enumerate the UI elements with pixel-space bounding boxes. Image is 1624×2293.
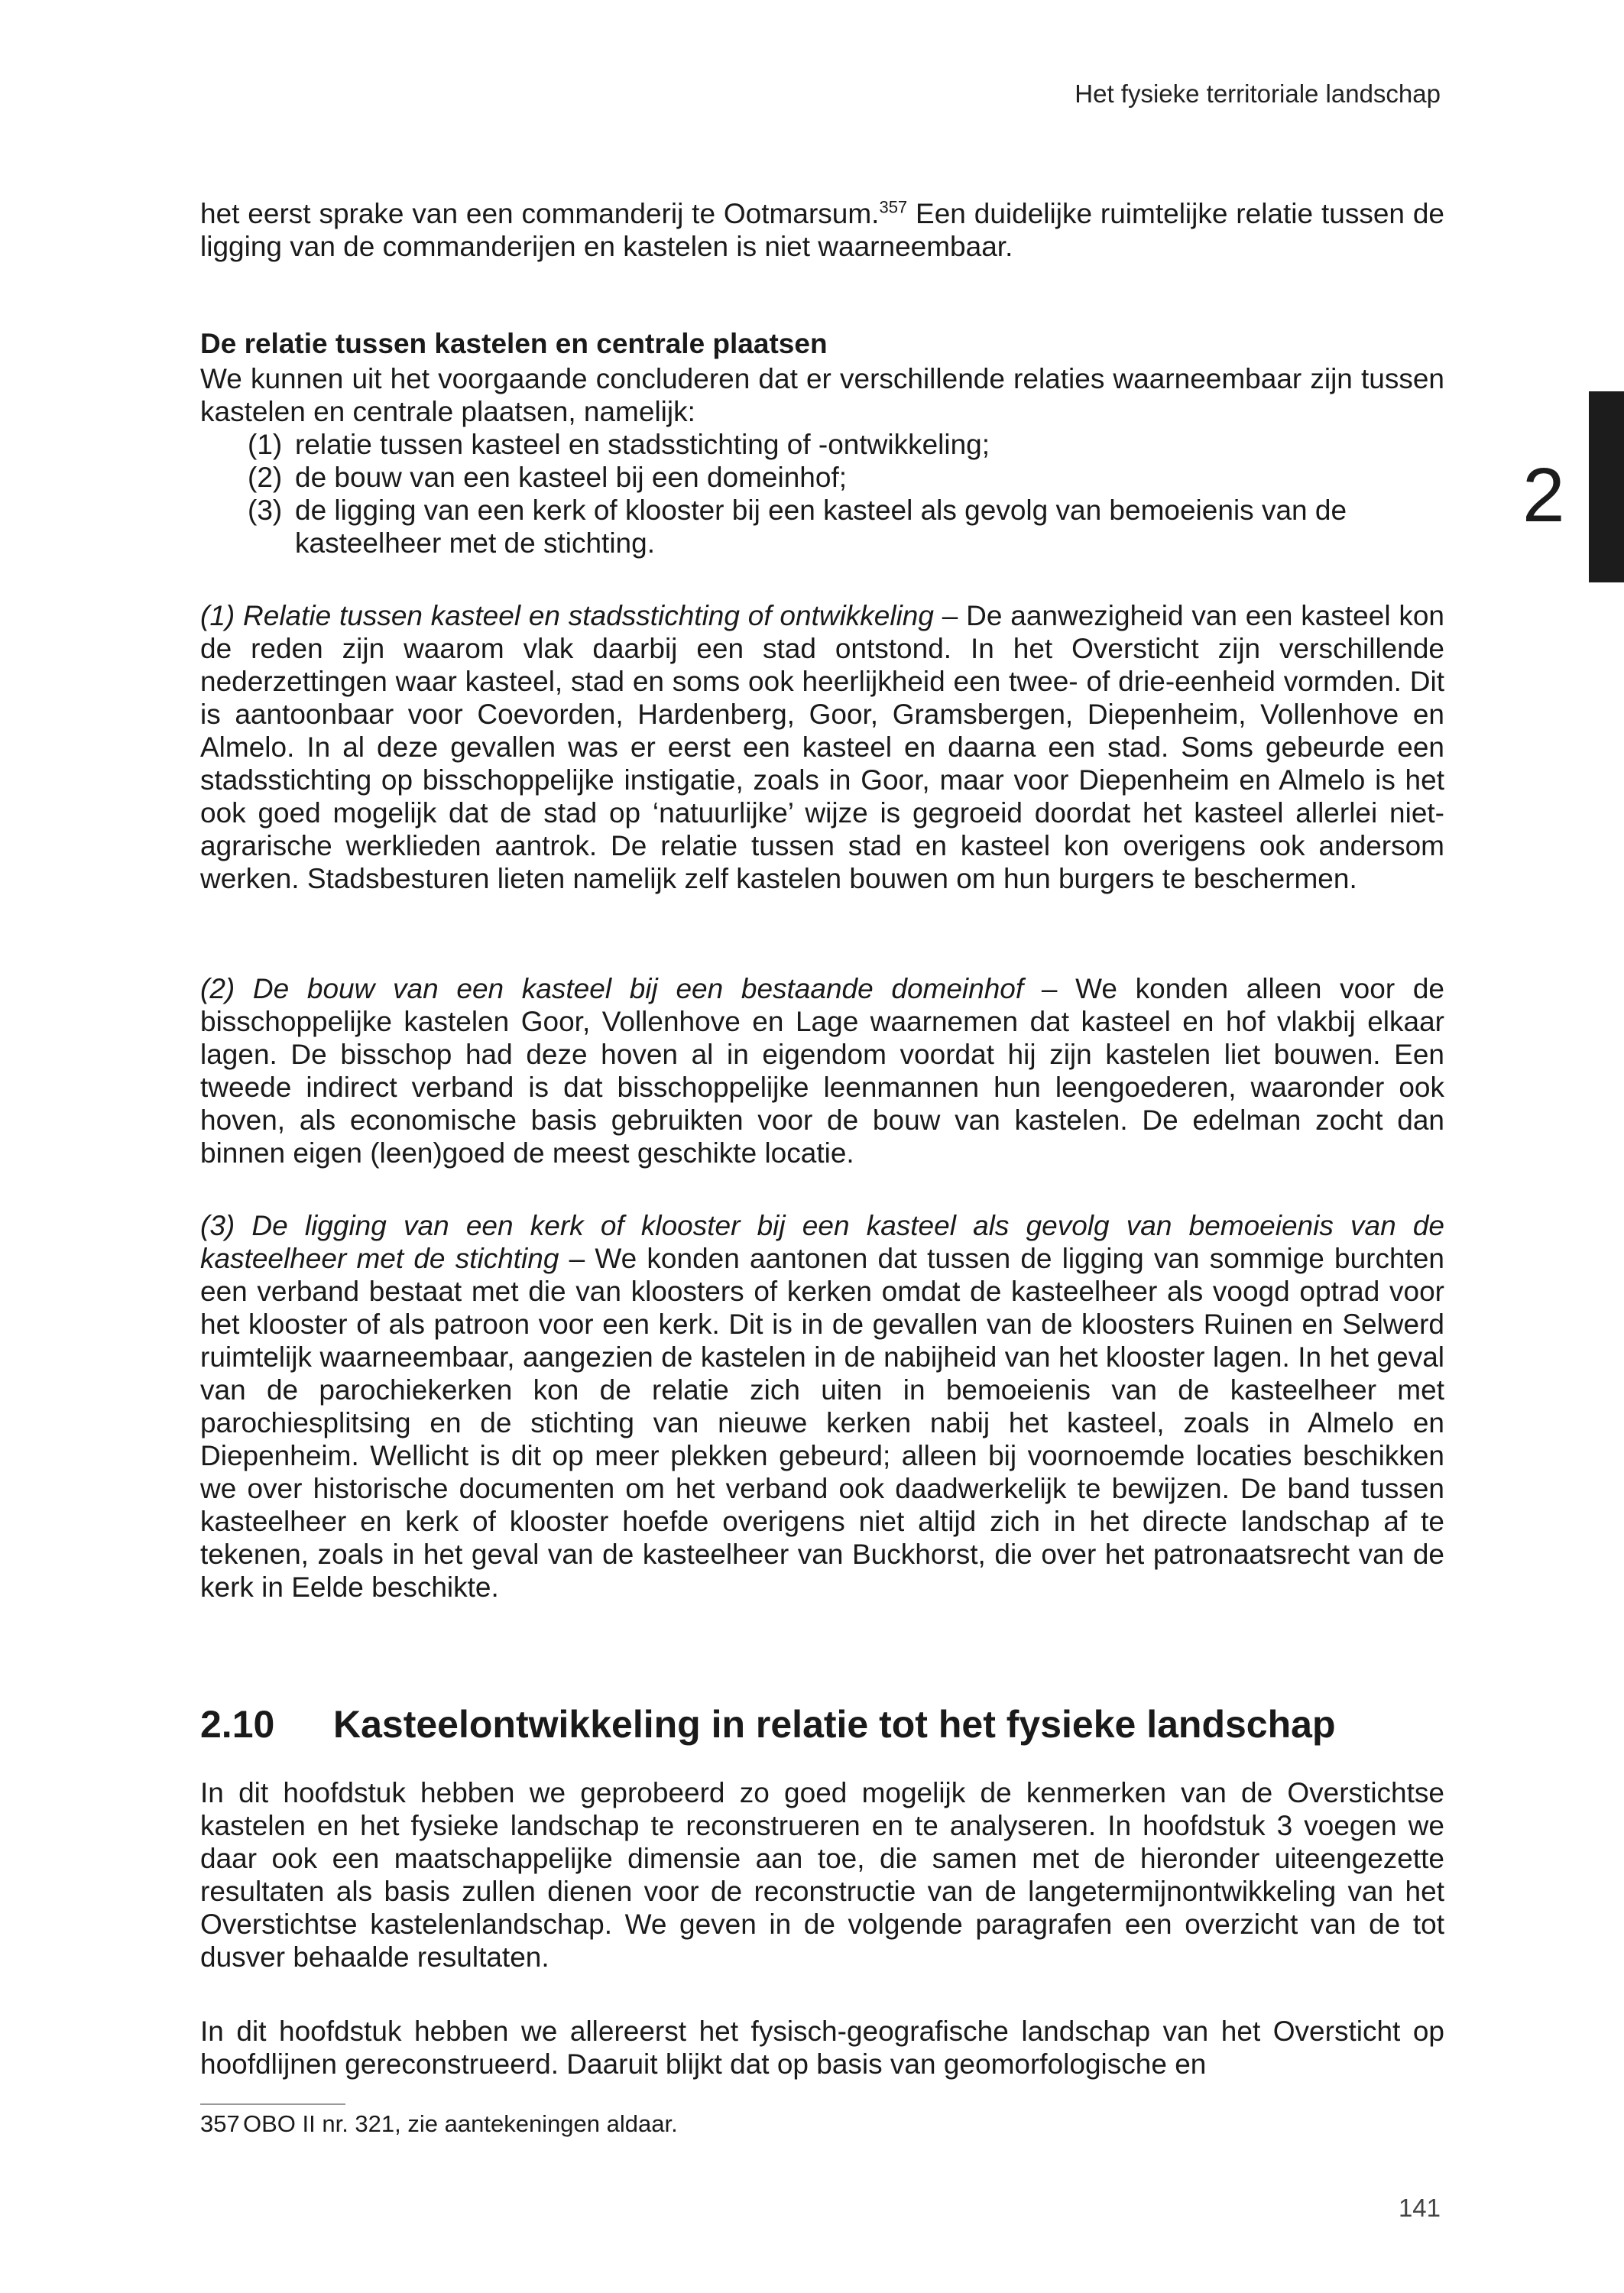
list-item-text: relatie tussen kasteel en stadsstichting of -ontwikkeling; <box>295 429 990 460</box>
footnote-divider <box>200 2103 345 2105</box>
intro-paragraph <box>200 197 1444 263</box>
paragraph-body: – We konden alleen voor de bisschoppelijke kastelen Goor, Vollenhove en Lage waarnemen dat kasteel en hof vlakbij elkaar lagen. De bisschop had deze hoven al in eigendom voordat hij zijn kastelen liet bouwen. Een tweede indirect verband is dat bisschoppelijke leenmannen hun leengoederen, waaronder ook hoven, als economische basis gebruikten voor de bouw van kastelen. De edelman zocht dan binnen eigen (leen)goed de meest geschikte locatie. <box>200 973 1444 1169</box>
section-title: Kasteelontwikkeling in relatie tot het fysieke landschap <box>333 1703 1336 1746</box>
chapter-number: 2 <box>1522 452 1565 538</box>
list-item-text: de bouw van een kasteel bij een domeinhof; <box>295 462 848 493</box>
paragraph-lead: (1) Relatie tussen kasteel en stadsstichting of ontwikkeling <box>200 600 934 631</box>
running-head: Het fysieke territoriale landschap <box>1075 79 1441 108</box>
relations-paragraph: We kunnen uit het voorgaande concluderen dat er verschillende relaties waarneembaar zijn tussen kastelen en centrale plaatsen, namelijk: <box>200 363 1444 427</box>
intro-text-before: het eerst sprake van een commanderij te Ootmarsum. <box>200 198 880 229</box>
footnote-reference: 357 <box>879 197 908 217</box>
intro-text-after: Een duidelijke ruimtelijke relatie tussen de ligging van de commanderijen en kastelen is niet waarneembaar. <box>200 198 1445 262</box>
paragraph-body: – De aanwezigheid van een kasteel kon de reden zijn waarom vlak daarbij een stad ontstond. In het Oversticht zijn verschillende nederzettingen waar kasteel, stad en soms ook heerlijkheid een twee- of drie-eenheid vormden. Dit is aantoonbaar voor Coevorden, Hardenberg, Goor, Gramsbergen, Diepenheim, Vollenhove en Almelo. In al deze gevallen was er eerst een kasteel en daarna een stad. Soms gebeurde een stadsstichting op bisschoppelijke instigatie, zoals in Goor, maar voor Diepenheim en Almelo is het ook goed mogelijk dat de stad op ‘natuurlijke’ wijze is gegroeid doordat het kasteel allerlei niet-agrarische werklieden aantrok. De relatie tussen stad en kasteel kon overigens ook andersom werken. Stadsbesturen lieten namelijk zelf kastelen bouwen om hun burgers te beschermen. <box>200 600 1444 894</box>
relations-list <box>248 428 1379 559</box>
chapter-tab-marker <box>1589 391 1624 582</box>
subheading: De relatie tussen kastelen en centrale plaatsen <box>200 328 828 359</box>
section-heading <box>200 1701 1336 1747</box>
list-item-number: (1) <box>248 429 283 460</box>
page-number: 141 <box>1398 2194 1441 2222</box>
paragraph-relation-1 <box>200 599 1444 895</box>
list-item-text: de ligging van een kerk of klooster bij een kasteel als gevolg van bemoeienis van de kasteelheer met de stichting. <box>295 495 1347 559</box>
section-paragraph: In dit hoofdstuk hebben we allereerst het fysisch-geografische landschap van het Oversticht op hoofdlijnen gereconstrueerd. Daaruit blijkt dat op basis van geomorfologische en <box>200 2016 1444 2080</box>
paragraph-relation-3 <box>200 1209 1444 1604</box>
paragraph-relation-2 <box>200 972 1444 1169</box>
list-item-number: (3) <box>248 495 283 526</box>
paragraph-body: – We konden aantonen dat tussen de ligging van sommige burchten een verband bestaat met die van kloosters of kerken omdat de kasteelheer als voogd optrad voor het klooster of als patroon voor een kerk. Dit is in de gevallen van de kloosters Ruinen en Selwerd ruimtelijk waarneembaar, aangezien de kastelen in de nabijheid van het klooster lagen. In het geval van de parochiekerken kon de relatie zich uiten in bemoeienis van de kasteelheer met parochiesplitsing en de stichting van nieuwe kerken nabij het kasteel, zoals in Almelo en Diepenheim. Wellicht is dit op meer plekken gebeurd; alleen bij voornoemde locaties beschikken we over historische documenten om het verband ook daadwerkelijk te bewijzen. De band tussen kasteelheer en kerk of klooster hoefde overigens niet altijd zich in het directe landschap af te tekenen, zoals in het geval van de kasteelheer van Buckhorst, die over het patronaatsrecht van de kerk in Eelde beschikte. <box>200 1243 1444 1603</box>
list-item <box>248 494 1379 559</box>
section-paragraph: In dit hoofdstuk hebben we geprobeerd zo goed mogelijk de kenmerken van de Overstichtse kastelen en het fysieke landschap te reconstrueren en te analyseren. In hoofdstuk 3 voegen we daar ook een maatschappelijke dimensie aan toe, die samen met de hieronder uiteengezette resultaten als basis zullen dienen voor de reconstructie van de langetermijnontwikkeling van het Overstichtse kastelenlandschap. We geven in de volgende paragrafen een overzicht van de tot dusver behaalde resultaten. <box>200 1777 1444 1973</box>
paragraph-lead: (3) De ligging van een kerk of klooster bij een kasteel als gevolg van bemoeienis van de kasteelheer met de stichting <box>200 1210 1444 1274</box>
list-item-number: (2) <box>248 462 283 493</box>
footnote <box>200 2110 678 2139</box>
list-item <box>248 461 1379 494</box>
section-number: 2.10 <box>200 1703 275 1746</box>
footnote-text: OBO II nr. 321, zie aantekeningen aldaar. <box>243 2110 678 2137</box>
footnote-number: 357 <box>200 2110 240 2137</box>
list-item <box>248 428 1379 461</box>
paragraph-lead: (2) De bouw van een kasteel bij een bestaande domeinhof <box>200 973 1024 1004</box>
